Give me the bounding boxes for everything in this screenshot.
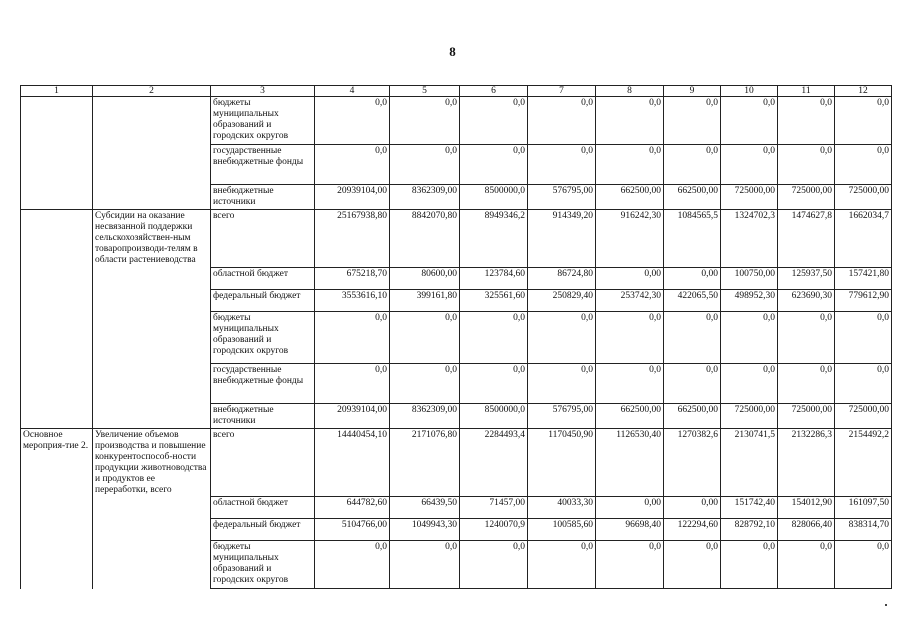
value-cell: 1170450,90 — [528, 428, 596, 497]
value-cell: 916242,30 — [596, 210, 664, 268]
description-cell: Увеличение объемов производства и повышение конкурентоспособ-ности продукции животноводства и продуктов ее переработки, всего — [93, 428, 211, 497]
table-row — [21, 267, 892, 289]
value-cell: 0,00 — [664, 267, 721, 289]
page-number: 8 — [449, 44, 456, 59]
measure-cell — [21, 497, 93, 519]
value-cell: 1662034,7 — [835, 210, 892, 268]
value-cell: 96698,40 — [596, 519, 664, 541]
source-cell: бюджеты муниципальных образований и городских округов — [211, 311, 315, 363]
value-cell: 253742,30 — [596, 289, 664, 311]
value-cell: 0,0 — [835, 363, 892, 403]
source-cell: всего — [211, 428, 315, 497]
value-cell: 662500,00 — [664, 185, 721, 210]
value-cell: 0,0 — [315, 363, 390, 403]
value-cell: 0,0 — [721, 311, 778, 363]
header-row — [21, 86, 892, 97]
value-cell: 0,0 — [778, 363, 835, 403]
value-cell: 0,0 — [721, 97, 778, 145]
source-cell: внебюджетные источники — [211, 185, 315, 210]
value-cell: 40033,30 — [528, 497, 596, 519]
value-cell: 0,0 — [315, 541, 390, 589]
source-cell: областной бюджет — [211, 497, 315, 519]
header-cell: 3 — [211, 86, 315, 97]
measure-cell — [21, 145, 93, 185]
value-cell: 325561,60 — [460, 289, 528, 311]
measure-cell — [21, 541, 93, 589]
value-cell: 2171076,80 — [390, 428, 460, 497]
header-cell: 9 — [664, 86, 721, 97]
description-cell — [93, 403, 211, 428]
value-cell: 1084565,5 — [664, 210, 721, 268]
value-cell: 838314,70 — [835, 519, 892, 541]
value-cell: 725000,00 — [835, 403, 892, 428]
header-cell: 5 — [390, 86, 460, 97]
value-cell: 8500000,0 — [460, 403, 528, 428]
value-cell: 0,0 — [664, 311, 721, 363]
measure-cell — [21, 311, 93, 363]
table-row — [21, 289, 892, 311]
value-cell: 0,0 — [390, 145, 460, 185]
source-cell: всего — [211, 210, 315, 268]
source-cell: государственные внебюджетные фонды — [211, 363, 315, 403]
header-cell: 11 — [778, 86, 835, 97]
header-cell: 1 — [21, 86, 93, 97]
description-cell — [93, 541, 211, 589]
source-cell: федеральный бюджет — [211, 289, 315, 311]
description-cell — [93, 97, 211, 145]
table-row — [21, 519, 892, 541]
table-body — [21, 86, 892, 589]
value-cell: 0,0 — [664, 97, 721, 145]
value-cell: 0,0 — [721, 363, 778, 403]
value-cell: 0,0 — [460, 311, 528, 363]
measure-cell — [21, 403, 93, 428]
value-cell: 0,0 — [721, 145, 778, 185]
value-cell: 914349,20 — [528, 210, 596, 268]
value-cell: 0,0 — [721, 541, 778, 589]
value-cell: 1049943,30 — [390, 519, 460, 541]
value-cell: 125937,50 — [778, 267, 835, 289]
value-cell: 0,0 — [460, 145, 528, 185]
value-cell: 100750,00 — [721, 267, 778, 289]
value-cell: 0,0 — [778, 145, 835, 185]
value-cell: 725000,00 — [721, 403, 778, 428]
table-row — [21, 541, 892, 589]
value-cell: 100585,60 — [528, 519, 596, 541]
header-cell: 8 — [596, 86, 664, 97]
value-cell: 0,0 — [315, 145, 390, 185]
value-cell: 0,0 — [390, 363, 460, 403]
scan-mark — [885, 604, 887, 606]
value-cell: 399161,80 — [390, 289, 460, 311]
table-row — [21, 363, 892, 403]
value-cell: 644782,60 — [315, 497, 390, 519]
value-cell: 0,0 — [528, 145, 596, 185]
value-cell: 0,00 — [596, 497, 664, 519]
value-cell: 0,0 — [528, 97, 596, 145]
value-cell: 725000,00 — [778, 403, 835, 428]
value-cell: 725000,00 — [835, 185, 892, 210]
value-cell: 0,00 — [664, 497, 721, 519]
value-cell: 576795,00 — [528, 403, 596, 428]
value-cell: 0,0 — [528, 311, 596, 363]
value-cell: 1324702,3 — [721, 210, 778, 268]
value-cell: 8949346,2 — [460, 210, 528, 268]
value-cell: 122294,60 — [664, 519, 721, 541]
value-cell: 0,0 — [315, 311, 390, 363]
value-cell: 0,0 — [778, 97, 835, 145]
table-row — [21, 428, 892, 497]
value-cell: 0,0 — [664, 363, 721, 403]
value-cell: 0,0 — [596, 363, 664, 403]
value-cell: 0,0 — [835, 97, 892, 145]
description-cell: Субсидии на оказание несвязанной поддержки сельскохозяйствен-ным товаропроизводи-телям в области растениеводства — [93, 210, 211, 268]
value-cell: 0,0 — [528, 363, 596, 403]
value-cell: 623690,30 — [778, 289, 835, 311]
value-cell: 1474627,8 — [778, 210, 835, 268]
value-cell: 0,0 — [835, 145, 892, 185]
description-cell — [93, 185, 211, 210]
value-cell: 66439,50 — [390, 497, 460, 519]
description-cell — [93, 289, 211, 311]
value-cell: 662500,00 — [596, 185, 664, 210]
source-cell: государственные внебюджетные фонды — [211, 145, 315, 185]
value-cell: 675218,70 — [315, 267, 390, 289]
description-cell — [93, 497, 211, 519]
value-cell: 2132286,3 — [778, 428, 835, 497]
value-cell: 662500,00 — [596, 403, 664, 428]
value-cell: 5104766,00 — [315, 519, 390, 541]
value-cell: 0,0 — [390, 311, 460, 363]
value-cell: 151742,40 — [721, 497, 778, 519]
value-cell: 14440454,10 — [315, 428, 390, 497]
value-cell: 0,0 — [835, 311, 892, 363]
header-cell: 6 — [460, 86, 528, 97]
source-cell: бюджеты муниципальных образований и городских округов — [211, 97, 315, 145]
value-cell: 0,0 — [778, 541, 835, 589]
value-cell: 662500,00 — [664, 403, 721, 428]
value-cell: 725000,00 — [721, 185, 778, 210]
value-cell: 86724,80 — [528, 267, 596, 289]
value-cell: 8362309,00 — [390, 185, 460, 210]
value-cell: 123784,60 — [460, 267, 528, 289]
measure-cell — [21, 185, 93, 210]
description-cell — [93, 519, 211, 541]
value-cell: 154012,90 — [778, 497, 835, 519]
measure-cell: Основное мероприя-тие 2. — [21, 428, 93, 497]
value-cell: 0,0 — [778, 311, 835, 363]
value-cell: 8500000,0 — [460, 185, 528, 210]
value-cell: 8842070,80 — [390, 210, 460, 268]
description-cell — [93, 311, 211, 363]
value-cell: 157421,80 — [835, 267, 892, 289]
value-cell: 828792,10 — [721, 519, 778, 541]
value-cell: 1270382,6 — [664, 428, 721, 497]
value-cell: 0,0 — [835, 541, 892, 589]
value-cell: 576795,00 — [528, 185, 596, 210]
value-cell: 422065,50 — [664, 289, 721, 311]
source-cell: областной бюджет — [211, 267, 315, 289]
value-cell: 250829,40 — [528, 289, 596, 311]
value-cell: 0,0 — [596, 311, 664, 363]
value-cell: 80600,00 — [390, 267, 460, 289]
table-row — [21, 185, 892, 210]
value-cell: 2130741,5 — [721, 428, 778, 497]
value-cell: 8362309,00 — [390, 403, 460, 428]
value-cell: 1126530,40 — [596, 428, 664, 497]
measure-cell — [21, 363, 93, 403]
table-row — [21, 311, 892, 363]
description-cell — [93, 145, 211, 185]
table-row — [21, 403, 892, 428]
value-cell: 20939104,00 — [315, 403, 390, 428]
value-cell: 71457,00 — [460, 497, 528, 519]
value-cell: 0,0 — [596, 97, 664, 145]
value-cell: 0,0 — [596, 145, 664, 185]
value-cell: 0,00 — [596, 267, 664, 289]
source-cell: внебюджетные источники — [211, 403, 315, 428]
description-cell — [93, 267, 211, 289]
value-cell: 20939104,00 — [315, 185, 390, 210]
value-cell: 828066,40 — [778, 519, 835, 541]
header-cell: 2 — [93, 86, 211, 97]
header-cell: 7 — [528, 86, 596, 97]
header-cell: 10 — [721, 86, 778, 97]
value-cell: 161097,50 — [835, 497, 892, 519]
value-cell: 0,0 — [460, 97, 528, 145]
source-cell: федеральный бюджет — [211, 519, 315, 541]
table-row — [21, 210, 892, 268]
budget-table — [20, 85, 892, 589]
measure-cell — [21, 97, 93, 145]
value-cell: 25167938,80 — [315, 210, 390, 268]
table-row — [21, 145, 892, 185]
source-cell: бюджеты муниципальных образований и городских округов — [211, 541, 315, 589]
table-row — [21, 497, 892, 519]
value-cell: 1240070,9 — [460, 519, 528, 541]
value-cell: 498952,30 — [721, 289, 778, 311]
description-cell — [93, 363, 211, 403]
table-row — [21, 97, 892, 145]
value-cell: 0,0 — [664, 145, 721, 185]
measure-cell — [21, 267, 93, 289]
value-cell: 0,0 — [390, 97, 460, 145]
value-cell: 3553616,10 — [315, 289, 390, 311]
value-cell: 725000,00 — [778, 185, 835, 210]
measure-cell — [21, 289, 93, 311]
value-cell: 779612,90 — [835, 289, 892, 311]
header-cell: 4 — [315, 86, 390, 97]
value-cell: 0,0 — [528, 541, 596, 589]
value-cell: 0,0 — [460, 541, 528, 589]
header-cell: 12 — [835, 86, 892, 97]
value-cell: 0,0 — [664, 541, 721, 589]
value-cell: 0,0 — [390, 541, 460, 589]
value-cell: 2284493,4 — [460, 428, 528, 497]
value-cell: 2154492,2 — [835, 428, 892, 497]
value-cell: 0,0 — [460, 363, 528, 403]
value-cell: 0,0 — [315, 97, 390, 145]
value-cell: 0,0 — [596, 541, 664, 589]
measure-cell — [21, 210, 93, 268]
measure-cell — [21, 519, 93, 541]
